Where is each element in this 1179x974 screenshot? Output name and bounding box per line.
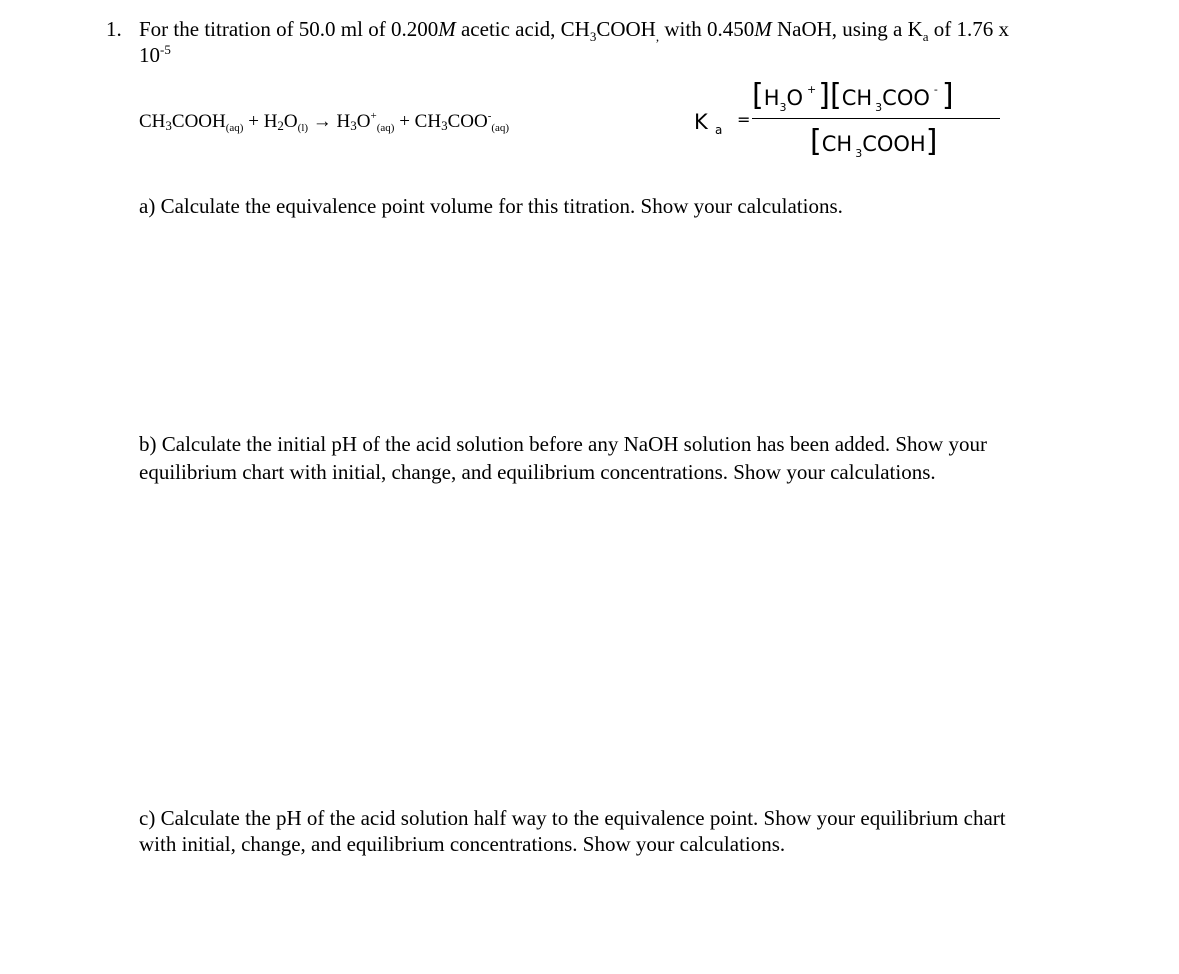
right-bracket: ] [818, 78, 830, 113]
intro-text-e: NaOH, using a K [771, 17, 923, 41]
product-text: O [356, 111, 371, 132]
ka-exponent: -5 [160, 42, 171, 57]
intro-text-d: with 0.450 [659, 17, 755, 41]
numerator-text: H [763, 86, 780, 110]
ka-symbol [694, 110, 708, 134]
question-number: 1. [106, 17, 122, 41]
molarity-unit: M [438, 17, 456, 41]
product-text: H [336, 111, 351, 132]
ka-letter: K [694, 110, 708, 134]
denominator-text: CH [821, 132, 853, 156]
intro-text-a: For the titration of 50.0 ml of 0.200 [139, 17, 439, 41]
question-intro [139, 16, 1010, 45]
numerator-text: CH [841, 86, 873, 110]
intro-text-c: COOH [596, 17, 656, 41]
ka-value-line [139, 42, 171, 68]
reaction-arrow: → [308, 111, 337, 132]
charge-label: + [370, 110, 377, 122]
equals-sign: = [737, 110, 751, 129]
part-c-prompt-line2: with initial, change, and equilibrium concentrations. Show your calculations. [139, 832, 786, 856]
intro-text-b: acetic acid, CH [455, 17, 590, 41]
ka-subscript: a [922, 29, 929, 45]
left-bracket: [ [810, 124, 822, 159]
left-bracket: [ [752, 78, 764, 113]
charge-label: - [487, 110, 492, 122]
subscript: 3 [875, 101, 883, 114]
state-label: (l) [297, 122, 309, 134]
numerator-text: O [786, 86, 804, 110]
product-text: CH [414, 111, 442, 132]
reaction-equation [139, 110, 509, 134]
subscript: 3 [779, 101, 787, 114]
reactant-text: CH [139, 111, 166, 132]
subscript: 3 [855, 147, 863, 160]
left-bracket: [ [829, 78, 842, 113]
state-label: (aq) [491, 122, 510, 134]
subscript: 2 [277, 118, 284, 133]
subscript: 3 [350, 118, 357, 133]
part-b-prompt-line2: equilibrium chart with initial, change, and equilibrium concentrations. Show your calculations. [139, 460, 936, 484]
molarity-unit: M [754, 17, 772, 41]
state-label: (aq) [225, 122, 244, 134]
charge-label: + [807, 83, 817, 96]
fraction-bar [752, 118, 1000, 119]
denominator-text: COOH [862, 132, 926, 156]
part-b-prompt-line1: b) Calculate the initial pH of the acid solution before any NaOH solution has been added. Show your [139, 432, 987, 456]
product-text: COO [447, 111, 488, 132]
ka-base: 10 [139, 43, 160, 67]
subscript: 3 [441, 118, 448, 133]
charge-label: - [933, 83, 938, 96]
subscript: 3 [165, 118, 172, 133]
ka-denominator [810, 124, 937, 160]
plus-sign: + [243, 111, 264, 132]
plus-sign: + [394, 111, 415, 132]
comma: , [655, 29, 660, 45]
right-bracket: ] [941, 78, 954, 113]
reactant-text: COOH [171, 111, 226, 132]
numerator-text: COO [882, 86, 930, 110]
reactant-text: H [263, 111, 278, 132]
reactant-text: O [283, 111, 298, 132]
ka-numerator [752, 78, 954, 114]
subscript: 3 [589, 29, 597, 45]
intro-text-f: of 1.76 x [928, 17, 1010, 41]
ka-symbol-subscript: a [715, 123, 723, 137]
part-a-prompt: a) Calculate the equivalence point volume for this titration. Show your calculations. [139, 194, 843, 218]
right-bracket: ] [925, 124, 938, 159]
state-label: (aq) [376, 122, 395, 134]
part-c-prompt-line1: c) Calculate the pH of the acid solution half way to the equivalence point. Show your equilibrium chart [139, 806, 1006, 830]
